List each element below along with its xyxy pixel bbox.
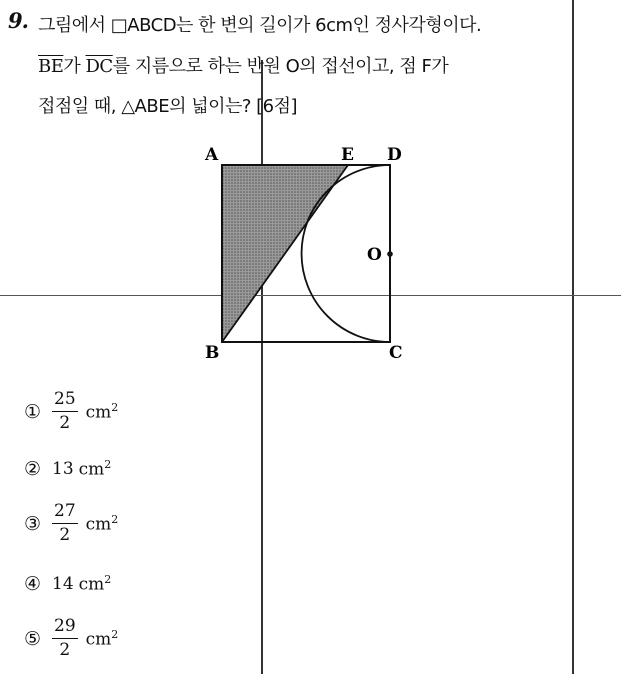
question-text-line-2-part-4: 를 지름으로 하는 반원 O의 접선이고, 점 F가 [112, 56, 449, 77]
option-3-unit: $cm^2$ [85, 512, 119, 535]
option-5[interactable] [24, 618, 118, 659]
segment-be: $\overline{BE}$ [38, 56, 64, 77]
option-5-unit: $cm^2$ [85, 627, 119, 650]
option-4-unit: $cm^2$ [78, 573, 112, 595]
question-text-line-1: 그림에서 □ABCD는 한 변의 길이가 6cm인 정사각형이다. [38, 15, 482, 36]
option-1-number: ① [24, 400, 42, 423]
option-5-fraction [52, 618, 78, 659]
label-e: E [341, 145, 354, 165]
label-a: A [205, 145, 219, 165]
option-2-unit: $cm^2$ [78, 458, 112, 480]
center-point-o [387, 251, 393, 257]
question-text-line-2-part-2: 가 [63, 56, 86, 77]
geometry-figure [195, 140, 415, 370]
question-text-line-2 [38, 52, 448, 78]
option-2[interactable] [24, 458, 111, 480]
option-3-fraction [52, 503, 78, 544]
option-3-denominator: 2 [59, 525, 71, 545]
option-1-fraction [52, 391, 78, 432]
label-c: C [389, 343, 403, 363]
option-5-denominator: 2 [59, 640, 71, 660]
question-number: 9. [8, 8, 28, 33]
segment-dc: $\overline{DC}$ [85, 56, 113, 77]
option-2-value: 13 [52, 459, 74, 479]
label-o: O [367, 245, 382, 265]
label-b: B [205, 343, 220, 363]
option-3-number: ③ [24, 512, 42, 535]
option-4-value: 14 [52, 574, 74, 594]
option-1-denominator: 2 [59, 413, 71, 433]
scan-line-vertical-2 [572, 0, 574, 674]
question-text-line-3: 접점일 때, △ABE의 넓이는? [6점] [38, 96, 298, 117]
label-d: D [387, 145, 402, 165]
option-5-numerator: 29 [52, 618, 78, 639]
option-1[interactable] [24, 391, 118, 432]
option-2-number: ② [24, 458, 42, 480]
option-1-unit: $cm^2$ [85, 400, 119, 423]
option-3[interactable] [24, 503, 118, 544]
option-1-numerator: 25 [52, 391, 78, 412]
option-3-numerator: 27 [52, 503, 78, 524]
option-4[interactable] [24, 573, 111, 595]
option-4-number: ④ [24, 573, 42, 595]
option-5-number: ⑤ [24, 627, 42, 650]
